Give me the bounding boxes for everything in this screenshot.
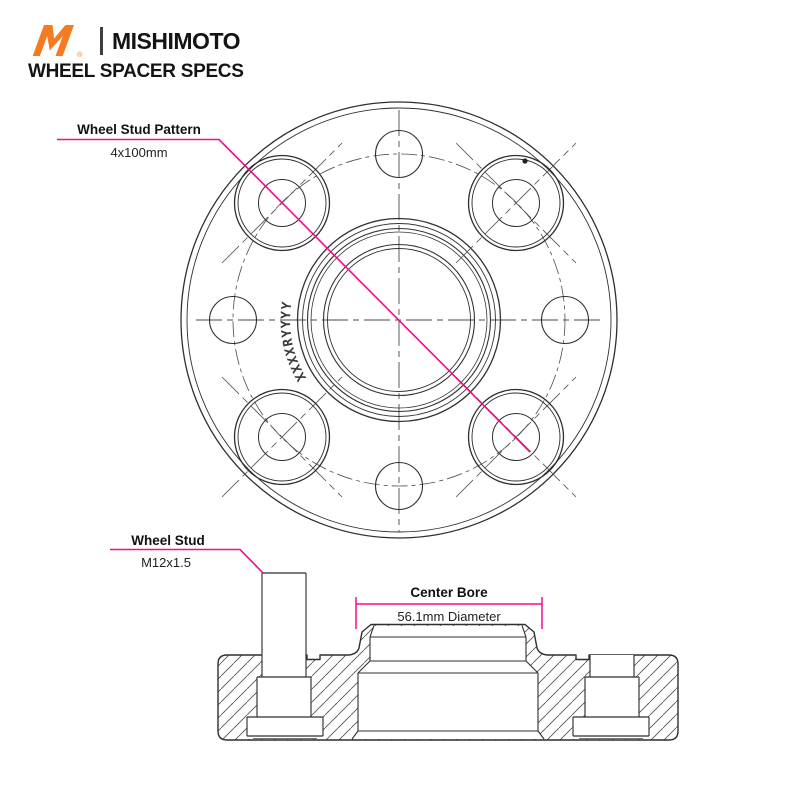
center-bore-label: Center Bore xyxy=(410,585,488,600)
center-bore-callout xyxy=(356,585,542,629)
stud-hole-top-right xyxy=(456,143,576,263)
stud-hole-bottom-left xyxy=(222,377,342,497)
center-bore-value: 56.1mm Diameter xyxy=(397,609,501,624)
page-title: WHEEL SPACER SPECS xyxy=(28,61,244,82)
registered-mark: ® xyxy=(77,50,83,58)
center-bore-cavity xyxy=(352,626,544,739)
index-dot xyxy=(522,158,527,163)
wheel-stud-pattern-label: Wheel Stud Pattern xyxy=(77,122,201,137)
wheel-stud-pattern-value: 4x100mm xyxy=(110,145,168,160)
engraving-text: XXXXRYYYY xyxy=(278,300,310,384)
wheel-stud-pattern-leader-line xyxy=(57,140,530,453)
wheel-stud-label: Wheel Stud xyxy=(131,533,205,548)
brand-name: MISHIMOTO xyxy=(112,27,240,54)
wheel-stud-value: M12x1.5 xyxy=(141,555,191,570)
wheel-stud-callout xyxy=(110,533,263,573)
